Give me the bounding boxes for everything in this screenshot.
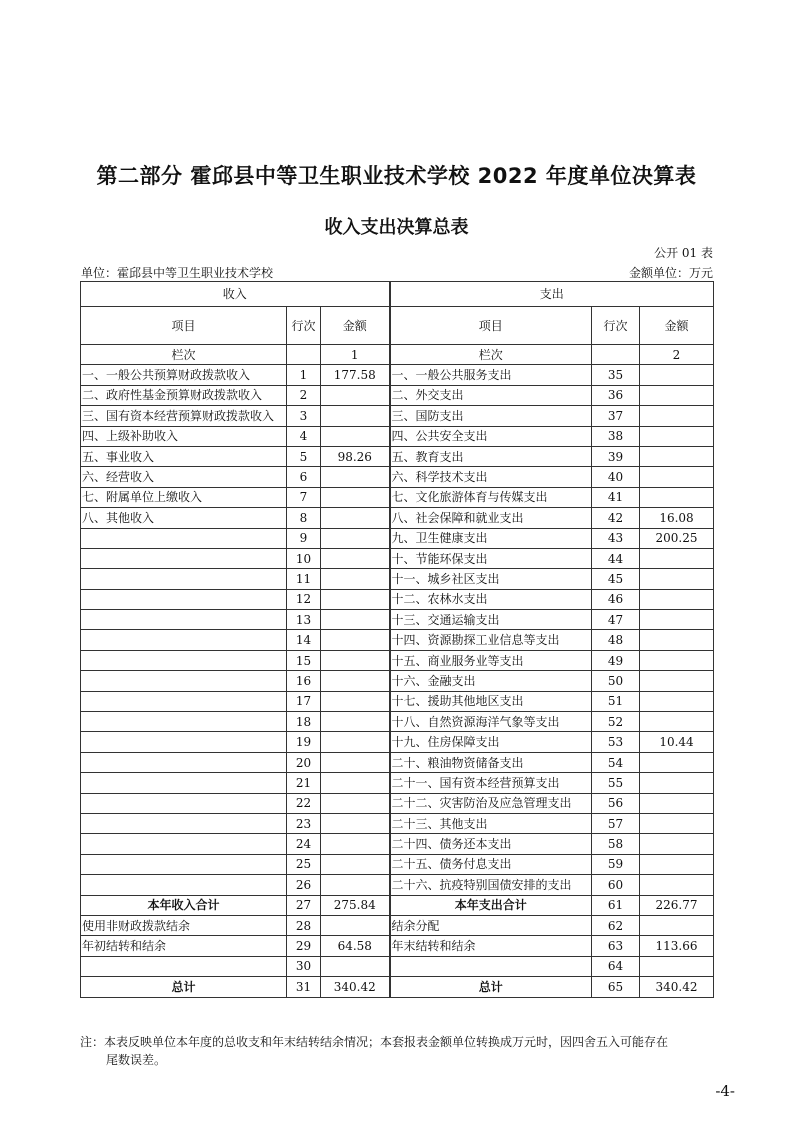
income-item [81, 650, 287, 670]
income-total-amount: 275.84 [321, 895, 390, 915]
expense-amount: 10.44 [640, 732, 714, 752]
income-amount [321, 385, 390, 405]
expense-column-index-blank [592, 345, 640, 365]
income-row-no: 23 [287, 813, 321, 833]
income-item: 三、国有资本经营预算财政拨款收入 [81, 406, 287, 426]
income-column-index: 1 [321, 345, 390, 365]
income-item: 六、经营收入 [81, 467, 287, 487]
expense-amount: 16.08 [640, 508, 714, 528]
income-amount [321, 406, 390, 426]
income-amount [321, 589, 390, 609]
income-amount [321, 650, 390, 670]
income-row-no: 8 [287, 508, 321, 528]
table-row [81, 732, 714, 752]
expense-amount [640, 548, 714, 568]
expense-item: 二十三、其他支出 [390, 813, 592, 833]
income-amount [321, 854, 390, 874]
blank-expense-item [390, 956, 592, 976]
expense-item: 二十六、抗疫特别国债安排的支出 [390, 875, 592, 895]
expense-total-no: 61 [592, 895, 640, 915]
income-amount [321, 875, 390, 895]
expense-row-no: 53 [592, 732, 640, 752]
expense-item: 十四、资源勘探工业信息等支出 [390, 630, 592, 650]
income-item-header: 项目 [81, 307, 287, 345]
expense-row-no: 46 [592, 589, 640, 609]
income-row-no: 20 [287, 752, 321, 772]
expense-item: 二十五、债务付息支出 [390, 854, 592, 874]
income-amount-header: 金额 [321, 307, 390, 345]
expense-amount [640, 446, 714, 466]
table-row [81, 446, 714, 466]
blank-income-no: 30 [287, 956, 321, 976]
income-row-no: 14 [287, 630, 321, 650]
table-row [81, 426, 714, 446]
expense-row-no: 48 [592, 630, 640, 650]
income-amount [321, 569, 390, 589]
income-item [81, 793, 287, 813]
income-item [81, 569, 287, 589]
income-item: 二、政府性基金预算财政拨款收入 [81, 385, 287, 405]
income-amount [321, 610, 390, 630]
expense-item: 十、节能环保支出 [390, 548, 592, 568]
blank-expense-amount [640, 956, 714, 976]
expense-amount [640, 691, 714, 711]
expense-row-no: 36 [592, 385, 640, 405]
table-row [81, 813, 714, 833]
income-row-no: 25 [287, 854, 321, 874]
expense-item: 一、一般公共服务支出 [390, 365, 592, 385]
table-row [81, 365, 714, 385]
header-row-sections [81, 282, 714, 307]
expense-row-no: 50 [592, 671, 640, 691]
table-row [81, 630, 714, 650]
grand-total-income-label: 总计 [81, 977, 287, 997]
expense-amount [640, 834, 714, 854]
expense-amount [640, 875, 714, 895]
income-amount [321, 671, 390, 691]
income-item [81, 834, 287, 854]
expense-row-no: 43 [592, 528, 640, 548]
expense-row-no: 56 [592, 793, 640, 813]
income-amount [321, 548, 390, 568]
income-row-no: 6 [287, 467, 321, 487]
expense-amount [640, 610, 714, 630]
income-amount [321, 813, 390, 833]
non-fiscal-row [81, 915, 714, 935]
expense-total-label: 本年支出合计 [390, 895, 592, 915]
unit-label: 单位：霍邱县中等卫生职业技术学校 [81, 266, 274, 280]
expense-amount [640, 426, 714, 446]
expense-amount [640, 854, 714, 874]
expense-item: 二十、粮油物资储备支出 [390, 752, 592, 772]
income-row-no: 7 [287, 487, 321, 507]
table-row [81, 406, 714, 426]
expense-item: 十六、金融支出 [390, 671, 592, 691]
income-amount [321, 752, 390, 772]
expense-amount [640, 487, 714, 507]
grand-total-income-amount: 340.42 [321, 977, 390, 997]
closing-balance-no: 63 [592, 936, 640, 956]
expense-section-header: 支出 [390, 282, 714, 307]
expense-row-no: 45 [592, 569, 640, 589]
footnote-line-2: 尾数误差。 [106, 1053, 167, 1067]
opening-balance-amount: 64.58 [321, 936, 390, 956]
non-fiscal-amount [321, 915, 390, 935]
grand-total-row [81, 977, 714, 997]
expense-item: 六、科学技术支出 [390, 467, 592, 487]
distribution-no: 62 [592, 915, 640, 935]
income-item [81, 732, 287, 752]
table-row [81, 793, 714, 813]
income-item: 五、事业收入 [81, 446, 287, 466]
expense-row-no-header: 行次 [592, 307, 640, 345]
income-amount [321, 712, 390, 732]
income-item [81, 691, 287, 711]
income-item [81, 813, 287, 833]
expense-amount [640, 650, 714, 670]
expense-row-no: 35 [592, 365, 640, 385]
expense-amount [640, 813, 714, 833]
income-column-index-label: 栏次 [81, 345, 287, 365]
closing-balance-amount: 113.66 [640, 936, 714, 956]
expense-row-no: 41 [592, 487, 640, 507]
income-item [81, 589, 287, 609]
income-row-no: 15 [287, 650, 321, 670]
table-row [81, 752, 714, 772]
expense-amount [640, 712, 714, 732]
grand-total-income-no: 31 [287, 977, 321, 997]
table-row [81, 487, 714, 507]
expense-amount: 200.25 [640, 528, 714, 548]
expense-item: 十九、住房保障支出 [390, 732, 592, 752]
income-row-no: 18 [287, 712, 321, 732]
income-row-no: 19 [287, 732, 321, 752]
expense-row-no: 37 [592, 406, 640, 426]
header-row-columns [81, 307, 714, 345]
income-section-header: 收入 [81, 282, 390, 307]
expense-column-index: 2 [640, 345, 714, 365]
income-row-no: 26 [287, 875, 321, 895]
income-item [81, 528, 287, 548]
income-row-no: 24 [287, 834, 321, 854]
income-item [81, 671, 287, 691]
table-row [81, 548, 714, 568]
expense-total-amount: 226.77 [640, 895, 714, 915]
expense-item: 十八、自然资源海洋气象等支出 [390, 712, 592, 732]
income-item [81, 630, 287, 650]
income-amount [321, 793, 390, 813]
opening-balance-label: 年初结转和结余 [81, 936, 287, 956]
expense-row-no: 59 [592, 854, 640, 874]
income-row-no: 2 [287, 385, 321, 405]
expense-amount [640, 773, 714, 793]
income-amount [321, 528, 390, 548]
expense-item: 二十一、国有资本经营预算支出 [390, 773, 592, 793]
expense-amount [640, 589, 714, 609]
income-amount [321, 691, 390, 711]
table-row [81, 467, 714, 487]
income-amount [321, 426, 390, 446]
expense-column-index-label: 栏次 [390, 345, 592, 365]
income-row-no: 17 [287, 691, 321, 711]
expense-item: 九、卫生健康支出 [390, 528, 592, 548]
expense-item: 七、文化旅游体育与传媒支出 [390, 487, 592, 507]
non-fiscal-no: 28 [287, 915, 321, 935]
income-row-no: 3 [287, 406, 321, 426]
expense-item: 三、国防支出 [390, 406, 592, 426]
expense-amount-header: 金额 [640, 307, 714, 345]
column-index-row [81, 345, 714, 365]
expense-item: 十五、商业服务业等支出 [390, 650, 592, 670]
blank-expense-no: 64 [592, 956, 640, 976]
expense-item: 十七、援助其他地区支出 [390, 691, 592, 711]
income-row-no: 9 [287, 528, 321, 548]
expense-amount [640, 793, 714, 813]
non-fiscal-label: 使用非财政拨款结余 [81, 915, 287, 935]
carryover-row [81, 936, 714, 956]
income-amount [321, 467, 390, 487]
income-row-no: 12 [287, 589, 321, 609]
expense-row-no: 42 [592, 508, 640, 528]
expense-row-no: 52 [592, 712, 640, 732]
income-item [81, 854, 287, 874]
income-item [81, 712, 287, 732]
table-row [81, 712, 714, 732]
table-code: 公开 01 表 [654, 246, 713, 260]
expense-row-no: 40 [592, 467, 640, 487]
income-row-no: 13 [287, 610, 321, 630]
expense-row-no: 54 [592, 752, 640, 772]
table-row [81, 610, 714, 630]
income-row-no-header: 行次 [287, 307, 321, 345]
table-row [81, 569, 714, 589]
income-row-no: 4 [287, 426, 321, 446]
expense-amount [640, 569, 714, 589]
expense-item: 十一、城乡社区支出 [390, 569, 592, 589]
table-row [81, 854, 714, 874]
opening-balance-no: 29 [287, 936, 321, 956]
page-title: 第二部分 霍邱县中等卫生职业技术学校 2022 年度单位决算表 [96, 164, 697, 188]
expense-item: 五、教育支出 [390, 446, 592, 466]
table-row [81, 875, 714, 895]
income-expense-table [80, 281, 714, 998]
expense-row-no: 57 [592, 813, 640, 833]
grand-total-expense-amount: 340.42 [640, 977, 714, 997]
income-amount: 177.58 [321, 365, 390, 385]
income-item [81, 773, 287, 793]
expense-row-no: 60 [592, 875, 640, 895]
expense-amount [640, 630, 714, 650]
expense-item-header: 项目 [390, 307, 592, 345]
page-number: -4- [715, 1082, 735, 1100]
table-row [81, 528, 714, 548]
expense-amount [640, 671, 714, 691]
table-row [81, 650, 714, 670]
expense-item: 二十二、灾害防治及应急管理支出 [390, 793, 592, 813]
income-item [81, 610, 287, 630]
table-row [81, 691, 714, 711]
income-item: 七、附属单位上缴收入 [81, 487, 287, 507]
expense-row-no: 38 [592, 426, 640, 446]
annual-total-row [81, 895, 714, 915]
distribution-amount [640, 915, 714, 935]
income-item [81, 752, 287, 772]
expense-item: 八、社会保障和就业支出 [390, 508, 592, 528]
income-total-no: 27 [287, 895, 321, 915]
expense-item: 十三、交通运输支出 [390, 610, 592, 630]
table-subtitle: 收入支出决算总表 [324, 217, 469, 238]
income-row-no: 21 [287, 773, 321, 793]
table-row [81, 508, 714, 528]
income-row-no: 5 [287, 446, 321, 466]
income-amount [321, 487, 390, 507]
grand-total-expense-no: 65 [592, 977, 640, 997]
income-amount [321, 508, 390, 528]
income-item: 四、上级补助收入 [81, 426, 287, 446]
table-row [81, 773, 714, 793]
income-amount: 98.26 [321, 446, 390, 466]
expense-row-no: 51 [592, 691, 640, 711]
expense-amount [640, 406, 714, 426]
expense-row-no: 39 [592, 446, 640, 466]
income-amount [321, 732, 390, 752]
blank-income-amount [321, 956, 390, 976]
expense-item: 四、公共安全支出 [390, 426, 592, 446]
income-item [81, 875, 287, 895]
table-row [81, 385, 714, 405]
currency-label: 金额单位：万元 [628, 266, 713, 280]
expense-amount [640, 467, 714, 487]
expense-amount [640, 385, 714, 405]
distribution-label: 结余分配 [390, 915, 592, 935]
expense-item: 二十四、债务还本支出 [390, 834, 592, 854]
expense-row-no: 55 [592, 773, 640, 793]
expense-amount [640, 365, 714, 385]
closing-balance-label: 年末结转和结余 [390, 936, 592, 956]
footnote [80, 1033, 720, 1069]
income-row-no: 11 [287, 569, 321, 589]
income-column-index-blank [287, 345, 321, 365]
income-item: 一、一般公共预算财政拨款收入 [81, 365, 287, 385]
footnote-line-1: 注：本表反映单位本年度的总收支和年末结转结余情况；本套报表金额单位转换成万元时，因四舍五入可能存在 [80, 1035, 669, 1049]
table-row [81, 834, 714, 854]
expense-row-no: 58 [592, 834, 640, 854]
expense-row-no: 49 [592, 650, 640, 670]
grand-total-expense-label: 总计 [390, 977, 592, 997]
income-amount [321, 773, 390, 793]
table-row [81, 671, 714, 691]
income-amount [321, 630, 390, 650]
income-item: 八、其他收入 [81, 508, 287, 528]
income-row-no: 1 [287, 365, 321, 385]
blank-income-item [81, 956, 287, 976]
expense-item: 十二、农林水支出 [390, 589, 592, 609]
blank-row [81, 956, 714, 976]
income-amount [321, 834, 390, 854]
income-row-no: 22 [287, 793, 321, 813]
income-item [81, 548, 287, 568]
table-row [81, 589, 714, 609]
income-row-no: 16 [287, 671, 321, 691]
income-row-no: 10 [287, 548, 321, 568]
income-total-label: 本年收入合计 [81, 895, 287, 915]
expense-row-no: 44 [592, 548, 640, 568]
expense-row-no: 47 [592, 610, 640, 630]
expense-item: 二、外交支出 [390, 385, 592, 405]
expense-amount [640, 752, 714, 772]
